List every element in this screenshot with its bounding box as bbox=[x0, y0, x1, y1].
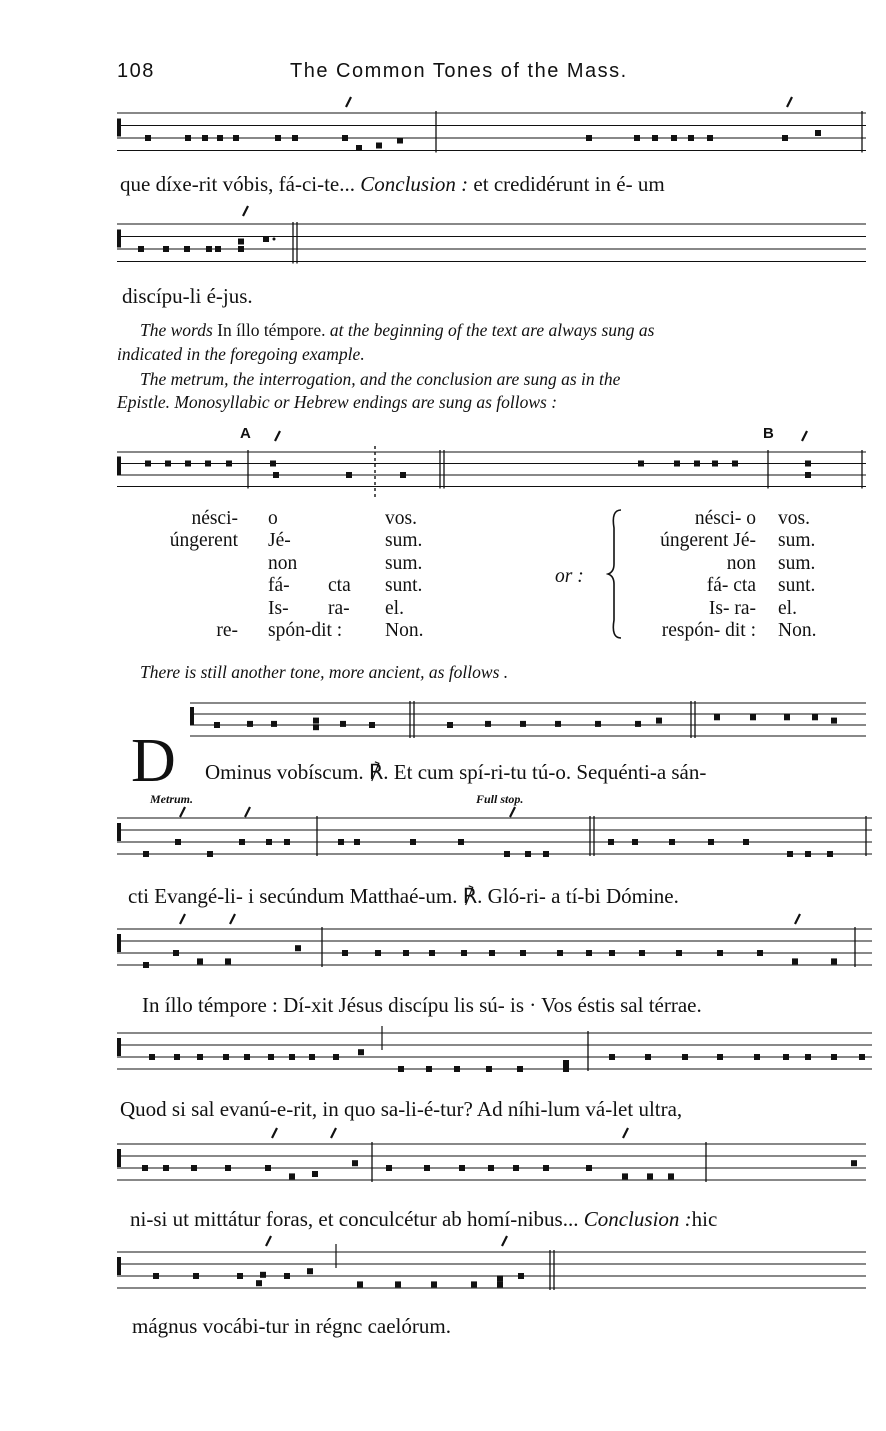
table-cell: fá- cta bbox=[706, 575, 756, 597]
neume bbox=[410, 839, 416, 845]
table-cell: úngerent Jé- bbox=[660, 530, 756, 552]
neume bbox=[143, 851, 149, 857]
table-cell: Jé- bbox=[268, 530, 291, 552]
clef bbox=[117, 1257, 121, 1275]
rubric-note bbox=[140, 320, 654, 341]
neume bbox=[173, 950, 179, 956]
or-label: or : bbox=[555, 566, 584, 587]
neume bbox=[595, 721, 601, 727]
table-cell bbox=[328, 553, 351, 575]
neume bbox=[520, 721, 526, 727]
neume bbox=[223, 1054, 229, 1060]
table-cell: ra- bbox=[328, 597, 350, 619]
ictus-mark bbox=[802, 431, 807, 441]
neume bbox=[313, 724, 319, 730]
ictus-mark bbox=[331, 1128, 336, 1138]
neume bbox=[497, 1281, 503, 1287]
table-cell bbox=[170, 575, 238, 597]
ictus-mark bbox=[502, 1236, 507, 1246]
neume bbox=[271, 721, 277, 727]
neume bbox=[431, 1281, 437, 1287]
mora-dot bbox=[273, 238, 276, 241]
ictus-mark bbox=[245, 807, 250, 817]
neume bbox=[342, 135, 348, 141]
neume bbox=[805, 472, 811, 478]
neume bbox=[489, 950, 495, 956]
neume bbox=[342, 950, 348, 956]
neume bbox=[265, 1165, 271, 1171]
neume bbox=[609, 1054, 615, 1060]
table-cell bbox=[328, 508, 351, 530]
rubric-note: The metrum, the interrogation, and the conclusion are sung as in the bbox=[140, 369, 621, 389]
conclusion-label: Conclusion : bbox=[360, 172, 469, 196]
neume bbox=[656, 718, 662, 724]
ictus-mark bbox=[272, 1128, 277, 1138]
table-cell: el. bbox=[778, 597, 797, 619]
neume bbox=[815, 130, 821, 136]
table-cell: Is- ra- bbox=[708, 597, 756, 619]
neume bbox=[403, 950, 409, 956]
neume bbox=[638, 461, 644, 467]
neume bbox=[398, 1066, 404, 1072]
clef bbox=[117, 823, 121, 841]
neume bbox=[688, 135, 694, 141]
neume bbox=[312, 1171, 318, 1177]
neume bbox=[275, 135, 281, 141]
neume bbox=[458, 839, 464, 845]
table-cell: re- bbox=[216, 619, 238, 641]
neume bbox=[609, 950, 615, 956]
neume bbox=[333, 1054, 339, 1060]
neume bbox=[284, 839, 290, 845]
neume bbox=[289, 1054, 295, 1060]
neume bbox=[488, 1165, 494, 1171]
neume bbox=[338, 839, 344, 845]
table-cell: sum. bbox=[778, 552, 816, 574]
neume bbox=[669, 839, 675, 845]
neume bbox=[197, 1054, 203, 1060]
neume bbox=[225, 958, 231, 964]
neume bbox=[743, 839, 749, 845]
table-cell bbox=[328, 530, 351, 552]
neume bbox=[520, 950, 526, 956]
neume bbox=[676, 950, 682, 956]
clef bbox=[117, 934, 121, 952]
table-cell: cta bbox=[328, 575, 351, 597]
label-a: A bbox=[240, 425, 251, 442]
neume bbox=[357, 1281, 363, 1287]
neume bbox=[395, 1281, 401, 1287]
neume bbox=[266, 839, 272, 845]
neume bbox=[471, 1281, 477, 1287]
neume bbox=[543, 1165, 549, 1171]
neume bbox=[708, 839, 714, 845]
neume bbox=[517, 1066, 523, 1072]
ictus-mark bbox=[266, 1236, 271, 1246]
neume bbox=[356, 145, 362, 151]
neume bbox=[386, 1165, 392, 1171]
neume bbox=[340, 721, 346, 727]
table-cell: fá- bbox=[268, 575, 290, 597]
neume bbox=[586, 950, 592, 956]
neume bbox=[485, 721, 491, 727]
ictus-mark bbox=[180, 914, 185, 924]
neume bbox=[309, 1054, 315, 1060]
neume bbox=[812, 714, 818, 720]
neume bbox=[400, 472, 406, 478]
neume bbox=[513, 1165, 519, 1171]
neume bbox=[175, 839, 181, 845]
neume bbox=[563, 1066, 569, 1072]
ictus-mark bbox=[346, 97, 351, 107]
neume bbox=[273, 472, 279, 478]
neume bbox=[827, 851, 833, 857]
neume bbox=[142, 1165, 148, 1171]
clef bbox=[117, 1149, 121, 1167]
neume bbox=[202, 135, 208, 141]
rubric-note: There is still another tone, more ancient, as follows . bbox=[140, 662, 509, 682]
neume bbox=[238, 239, 244, 245]
lyric-text: ni-si ut mittátur foras, et conculcétur ab homí-nibus... bbox=[130, 1207, 579, 1231]
rubric-text: The words bbox=[140, 320, 213, 340]
lyric-text: hic bbox=[691, 1207, 718, 1231]
neume bbox=[424, 1165, 430, 1171]
lyric-line bbox=[120, 172, 665, 197]
neume bbox=[284, 1273, 290, 1279]
neume bbox=[145, 461, 151, 467]
conclusion-label: Conclusion : bbox=[583, 1207, 692, 1231]
neume bbox=[671, 135, 677, 141]
neume bbox=[784, 714, 790, 720]
ictus-mark bbox=[230, 914, 235, 924]
table-cell: respón- dit : bbox=[661, 619, 756, 641]
neume bbox=[206, 246, 212, 252]
neume bbox=[634, 135, 640, 141]
neume bbox=[289, 1173, 295, 1179]
neume bbox=[714, 714, 720, 720]
table-cell: vos. bbox=[778, 508, 810, 529]
neume bbox=[557, 950, 563, 956]
neume bbox=[682, 1054, 688, 1060]
ictus-mark bbox=[510, 807, 515, 817]
neume bbox=[632, 839, 638, 845]
table-cell: nésci- o bbox=[694, 508, 756, 529]
neume bbox=[165, 461, 171, 467]
neume bbox=[185, 461, 191, 467]
neume bbox=[787, 851, 793, 857]
neume bbox=[260, 1272, 266, 1278]
neume bbox=[831, 1054, 837, 1060]
neume bbox=[145, 135, 151, 141]
neume bbox=[263, 236, 269, 242]
neume bbox=[358, 1049, 364, 1055]
rubric-note: Epistle. Monosyllabic or Hebrew endings are sung as follows : bbox=[117, 392, 558, 412]
table-cell: el. bbox=[385, 597, 404, 619]
neume bbox=[226, 461, 232, 467]
neume bbox=[270, 461, 276, 467]
neume bbox=[256, 1280, 262, 1286]
neume bbox=[447, 722, 453, 728]
neume bbox=[225, 1165, 231, 1171]
neume bbox=[459, 1165, 465, 1171]
neume bbox=[426, 1066, 432, 1072]
table-cell bbox=[170, 598, 238, 620]
neume bbox=[639, 950, 645, 956]
neume bbox=[504, 851, 510, 857]
neume bbox=[376, 143, 382, 149]
neume bbox=[352, 1160, 358, 1166]
ictus-mark bbox=[243, 206, 248, 216]
neume bbox=[193, 1273, 199, 1279]
neume bbox=[647, 1173, 653, 1179]
lyric-text: et credidérunt in é- um bbox=[473, 172, 665, 196]
neume bbox=[163, 246, 169, 252]
table-cell: sunt. bbox=[385, 575, 423, 597]
neume bbox=[143, 962, 149, 968]
clef bbox=[190, 707, 194, 725]
neume bbox=[622, 1173, 628, 1179]
neume bbox=[851, 1160, 857, 1166]
table-cell: Is- bbox=[268, 597, 289, 619]
neume bbox=[694, 461, 700, 467]
neume bbox=[461, 950, 467, 956]
neume bbox=[184, 246, 190, 252]
table-cell bbox=[328, 620, 351, 642]
neume bbox=[750, 714, 756, 720]
neume bbox=[346, 472, 352, 478]
neume bbox=[486, 1066, 492, 1072]
ictus-mark bbox=[623, 1128, 628, 1138]
neume bbox=[207, 851, 213, 857]
table-cell: úngerent bbox=[169, 530, 238, 552]
lyric-line: In íllo témpore : Dí-xit Jésus discípu lis sú- is · Vos éstis sal térrae. bbox=[142, 993, 702, 1017]
neume bbox=[149, 1054, 155, 1060]
neume bbox=[754, 1054, 760, 1060]
neume bbox=[586, 1165, 592, 1171]
clef bbox=[117, 119, 121, 137]
metrum-label: Metrum. bbox=[150, 792, 194, 806]
neume bbox=[292, 135, 298, 141]
neume bbox=[138, 246, 144, 252]
ending-table-left bbox=[120, 508, 450, 648]
table-cell: sum. bbox=[385, 552, 423, 574]
ictus-mark bbox=[180, 807, 185, 817]
neume bbox=[239, 839, 245, 845]
neume bbox=[369, 722, 375, 728]
neume bbox=[197, 958, 203, 964]
page-title: The Common Tones of the Mass. bbox=[290, 60, 628, 82]
neume bbox=[397, 138, 403, 144]
neume bbox=[717, 950, 723, 956]
initial-letter: D bbox=[131, 727, 176, 795]
ictus-mark bbox=[787, 97, 792, 107]
neume bbox=[518, 1273, 524, 1279]
neume bbox=[717, 1054, 723, 1060]
lyric-line: Quod si sal evanú-e-rit, in quo sa-li-é-tur? Ad níhi-lum vá-let ultra, bbox=[120, 1097, 683, 1121]
table-cell bbox=[170, 553, 238, 575]
table-cell: spón-dit : bbox=[268, 619, 343, 641]
lyric-line: discípu-li é-jus. bbox=[122, 284, 253, 308]
neume bbox=[831, 958, 837, 964]
table-cell: vos. bbox=[385, 508, 417, 529]
table-cell: Non. bbox=[778, 619, 817, 641]
ictus-mark bbox=[275, 431, 280, 441]
ictus-mark bbox=[795, 914, 800, 924]
table-cell: sunt. bbox=[778, 575, 816, 597]
clef bbox=[117, 1038, 121, 1056]
table-cell: Non. bbox=[385, 619, 424, 641]
neume bbox=[205, 461, 211, 467]
neume bbox=[652, 135, 658, 141]
table-cell: o bbox=[268, 508, 278, 529]
label-b: B bbox=[763, 425, 774, 442]
neume bbox=[668, 1173, 674, 1179]
neume bbox=[307, 1268, 313, 1274]
neume bbox=[608, 839, 614, 845]
ending-table-right bbox=[620, 508, 860, 648]
neume bbox=[805, 1054, 811, 1060]
neume bbox=[707, 135, 713, 141]
neume bbox=[454, 1066, 460, 1072]
table-cell: non bbox=[726, 552, 756, 574]
neume bbox=[525, 851, 531, 857]
neume bbox=[233, 135, 239, 141]
neume bbox=[645, 1054, 651, 1060]
neume bbox=[497, 1275, 503, 1281]
clef bbox=[117, 230, 121, 248]
neume bbox=[215, 246, 221, 252]
neume bbox=[831, 718, 837, 724]
neume bbox=[238, 246, 244, 252]
neume bbox=[712, 461, 718, 467]
lyric-line: mágnus vocábi-tur in régnc caelórum. bbox=[132, 1314, 451, 1338]
neume bbox=[174, 1054, 180, 1060]
neume bbox=[313, 718, 319, 724]
neume bbox=[214, 722, 220, 728]
lyric-text: que díxe-rit vóbis, fá-ci-te... bbox=[120, 172, 355, 196]
clef bbox=[117, 457, 121, 475]
rubric-text: In íllo témpore. bbox=[217, 320, 326, 340]
neume bbox=[805, 461, 811, 467]
neume bbox=[859, 1054, 865, 1060]
neume bbox=[268, 1054, 274, 1060]
neume bbox=[191, 1165, 197, 1171]
neume bbox=[237, 1273, 243, 1279]
neume bbox=[555, 721, 561, 727]
table-cell: sum. bbox=[385, 530, 423, 552]
neume bbox=[757, 950, 763, 956]
neume bbox=[805, 851, 811, 857]
neume bbox=[563, 1060, 569, 1066]
neume bbox=[543, 851, 549, 857]
neume bbox=[244, 1054, 250, 1060]
neume bbox=[783, 1054, 789, 1060]
neume bbox=[782, 135, 788, 141]
rubric-note: indicated in the foregoing example. bbox=[117, 344, 365, 364]
neume bbox=[354, 839, 360, 845]
neume bbox=[247, 721, 253, 727]
table-cell: sum. bbox=[778, 530, 816, 552]
lyric-line: cti Evangé-li- i secúndum Matthaé-um. ℟. Gló-ri- a tí-bi Dómine. bbox=[128, 884, 679, 908]
neume bbox=[153, 1273, 159, 1279]
table-cell: nésci- bbox=[191, 508, 238, 529]
lyric-line bbox=[130, 1207, 717, 1232]
lyric-line: Ominus vobíscum. ℟. Et cum spí-ri-tu tú-o. Sequénti-a sán- bbox=[205, 760, 707, 784]
neume bbox=[429, 950, 435, 956]
table-cell: non bbox=[268, 552, 298, 574]
neume bbox=[185, 135, 191, 141]
neume bbox=[295, 945, 301, 951]
neume bbox=[732, 461, 738, 467]
neume bbox=[586, 135, 592, 141]
neume bbox=[635, 721, 641, 727]
neume bbox=[217, 135, 223, 141]
neume bbox=[163, 1165, 169, 1171]
neume bbox=[792, 958, 798, 964]
neume bbox=[674, 461, 680, 467]
neume bbox=[375, 950, 381, 956]
page-number: 108 bbox=[117, 60, 155, 82]
rubric-text: at the beginning of the text are always sung as bbox=[329, 320, 655, 340]
full-stop-label: Full stop. bbox=[476, 792, 524, 806]
